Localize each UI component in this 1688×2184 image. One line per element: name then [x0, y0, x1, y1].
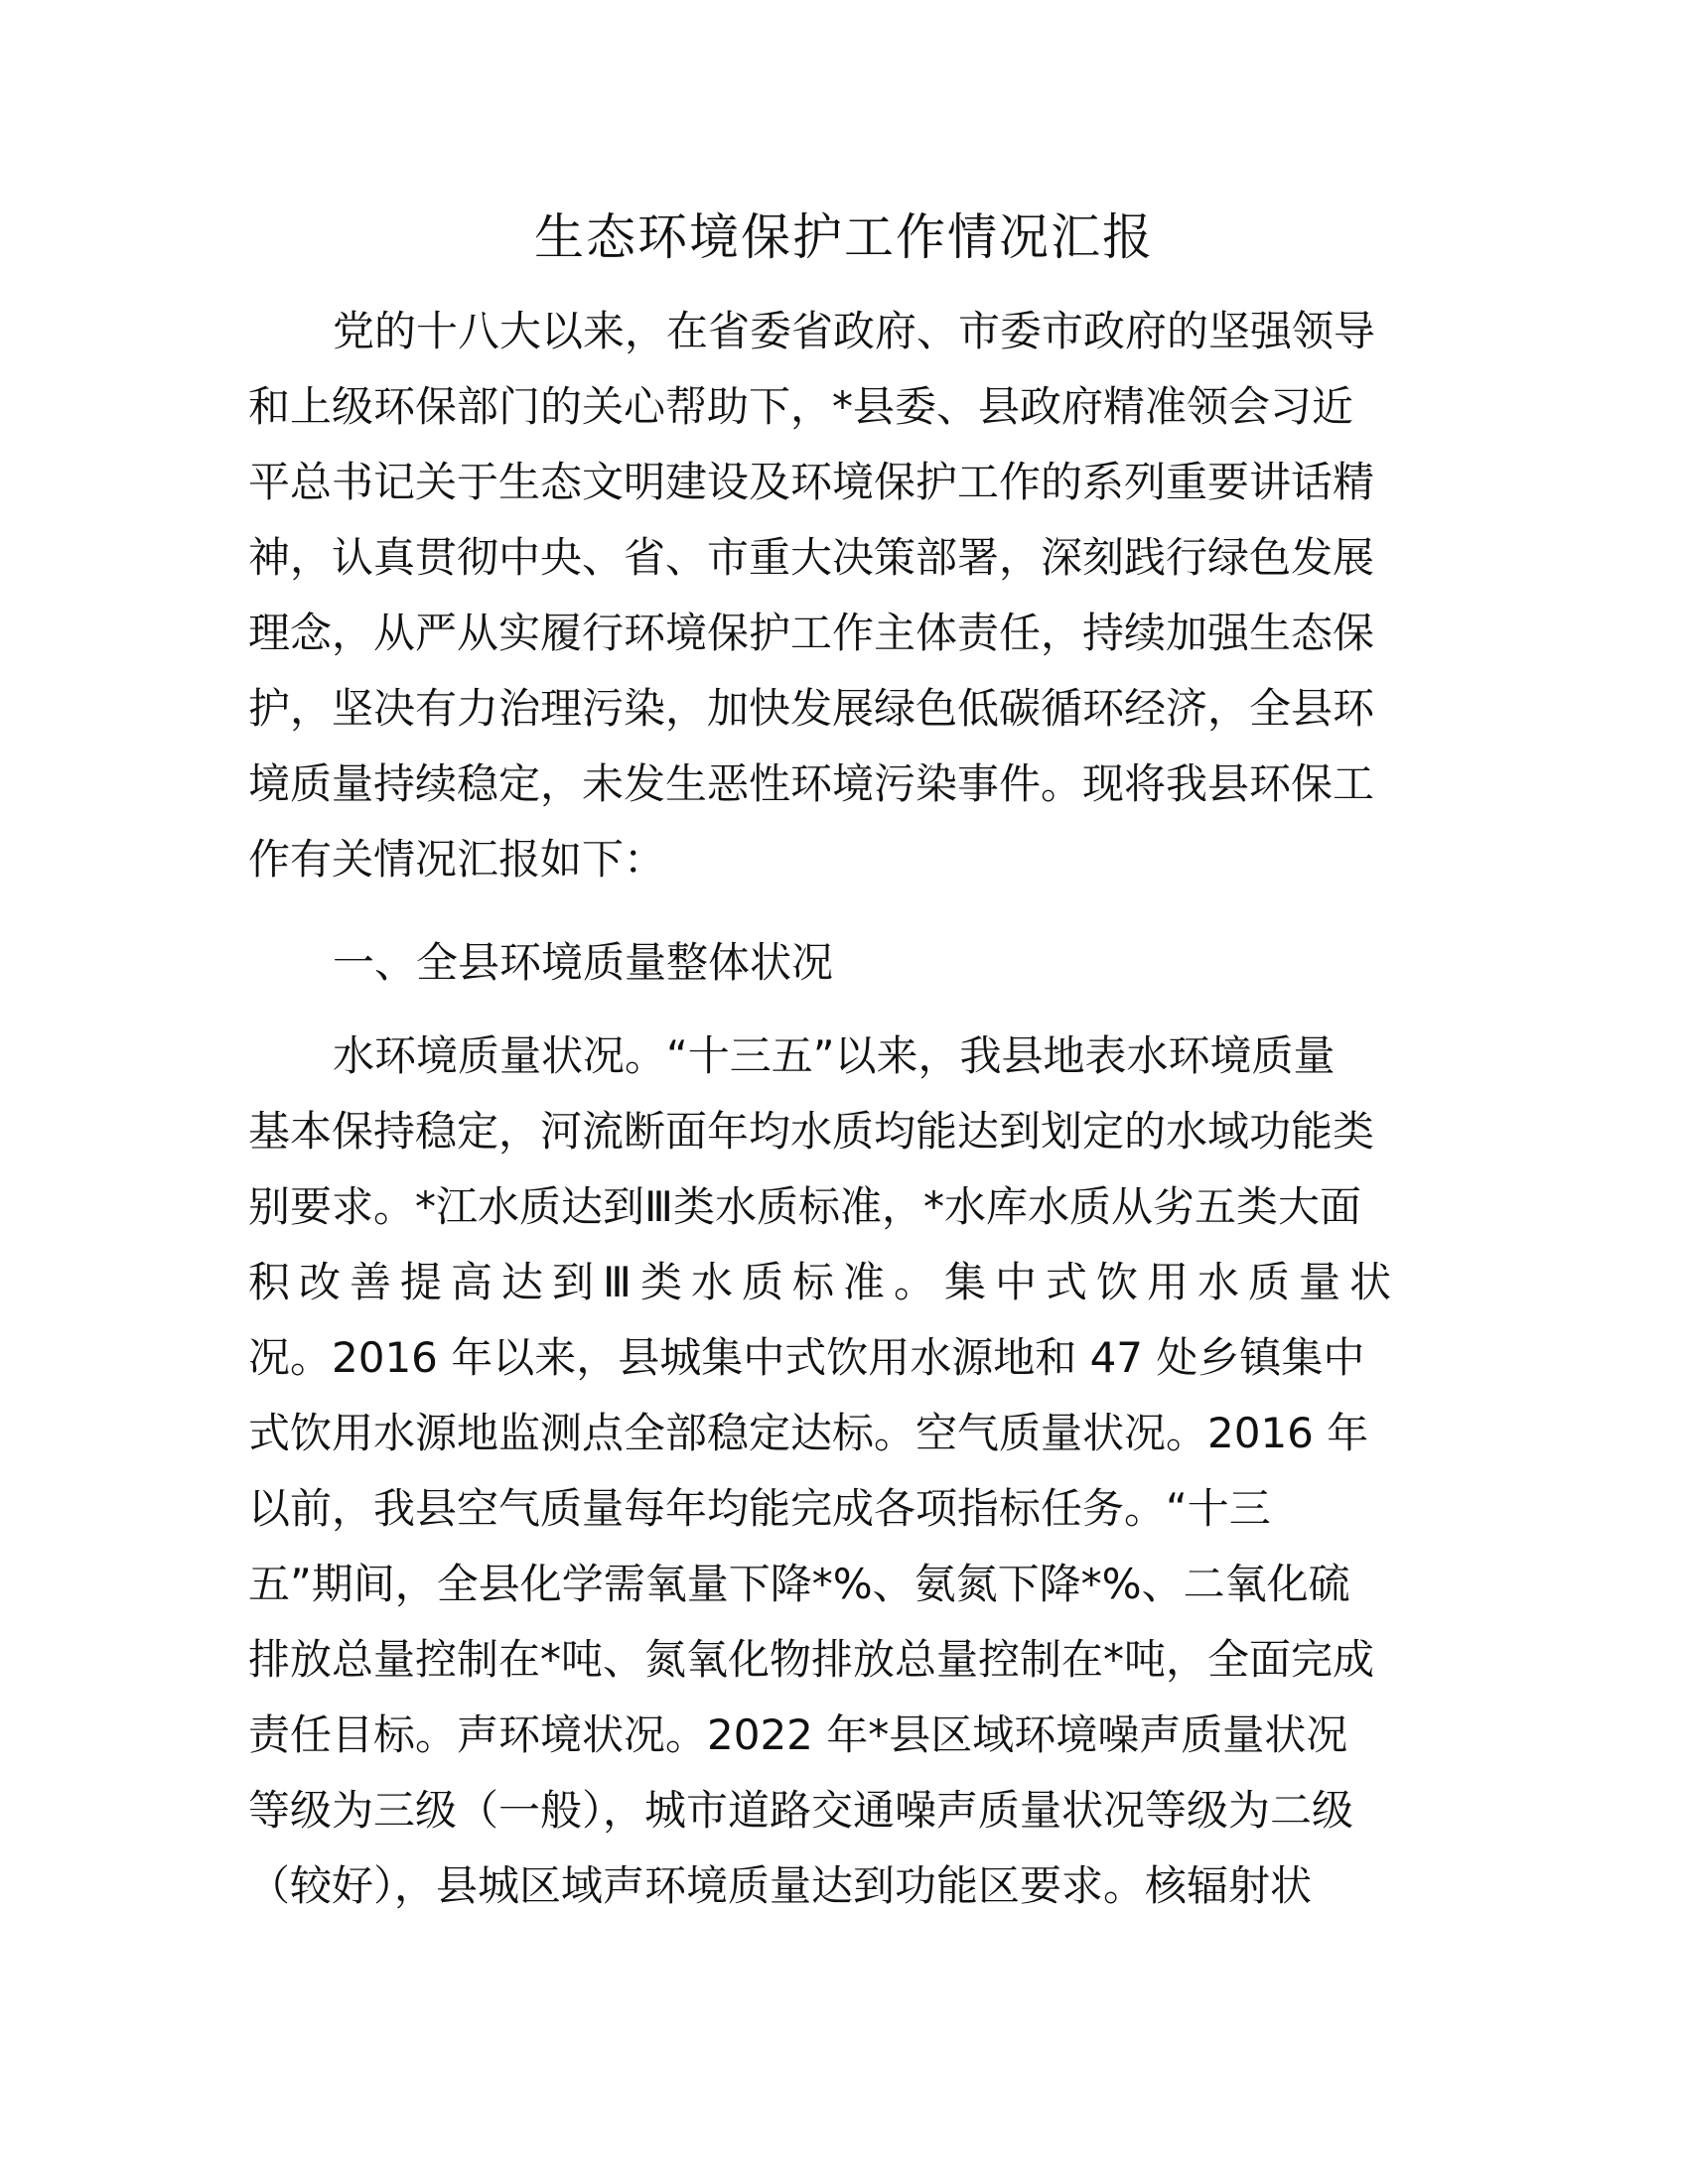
paragraph-2-line: 式饮用水源地监测点全部稳定达标。空气质量状况。2016 年 [248, 1409, 1369, 1457]
paragraph-1-line: 作有关情况汇报如下： [248, 835, 666, 884]
paragraph-1-line: 神，认真贯彻中央、省、市重大决策部署，深刻践行绿色发展 [248, 533, 1375, 582]
paragraph-2-line: 责任目标。声环境状况。2022 年*县区域环境噪声质量状况 [248, 1710, 1348, 1759]
document-title: 生态环境保护工作情况汇报 [534, 208, 1154, 266]
paragraph-2-line: 况。2016 年以来，县城集中式饮用水源地和 47 处乡镇集中 [248, 1333, 1365, 1382]
paragraph-2-line: 排放总量控制在*吨、氮氧化物排放总量控制在*吨，全面完成 [248, 1635, 1375, 1684]
paragraph-2-line: 别要求。*江水质达到Ⅲ类水质标准，*水库水质从劣五类大面 [248, 1182, 1361, 1231]
paragraph-2-line: 水环境质量状况。“十三五”以来，我县地表水环境质量 [333, 1031, 1336, 1080]
paragraph-1-line: 平总书记关于生态文明建设及环境保护工作的系列重要讲话精 [248, 458, 1375, 506]
paragraph-2-line: 五”期间，全县化学需氧量下降*%、氨氮下降*%、二氧化硫 [248, 1560, 1350, 1608]
paragraph-2-line: 积改善提高达到Ⅲ类水质标准。集中式饮用水质量状 [248, 1258, 1400, 1306]
section-heading: 一、全县环境质量整体状况 [333, 938, 834, 987]
paragraph-2-line: 基本保持稳定，河流断面年均水质均能达到划定的水域功能类 [248, 1107, 1375, 1156]
paragraph-1-line: 理念，从严从实履行环境保护工作主体责任，持续加强生态保 [248, 609, 1375, 657]
paragraph-2-line: 等级为三级（一般），城市道路交通噪声质量状况等级为二级 [248, 1786, 1354, 1835]
paragraph-2-line: 以前，我县空气质量每年均能完成各项指标任务。“十三 [248, 1484, 1271, 1533]
paragraph-1-line: 境质量持续稳定，未发生恶性环境污染事件。现将我县环保工 [248, 759, 1375, 808]
paragraph-1-line: 护，坚决有力治理污染，加快发展绿色低碳循环经济，全县环 [248, 684, 1375, 733]
paragraph-1-line: 和上级环保部门的关心帮助下，*县委、县政府精准领会习近 [248, 382, 1354, 431]
paragraph-2-line: （较好），县城区域声环境质量达到功能区要求。核辐射状 [248, 1861, 1313, 1910]
paragraph-1-line: 党的十八大以来，在省委省政府、市委市政府的坚强领导 [333, 307, 1376, 355]
